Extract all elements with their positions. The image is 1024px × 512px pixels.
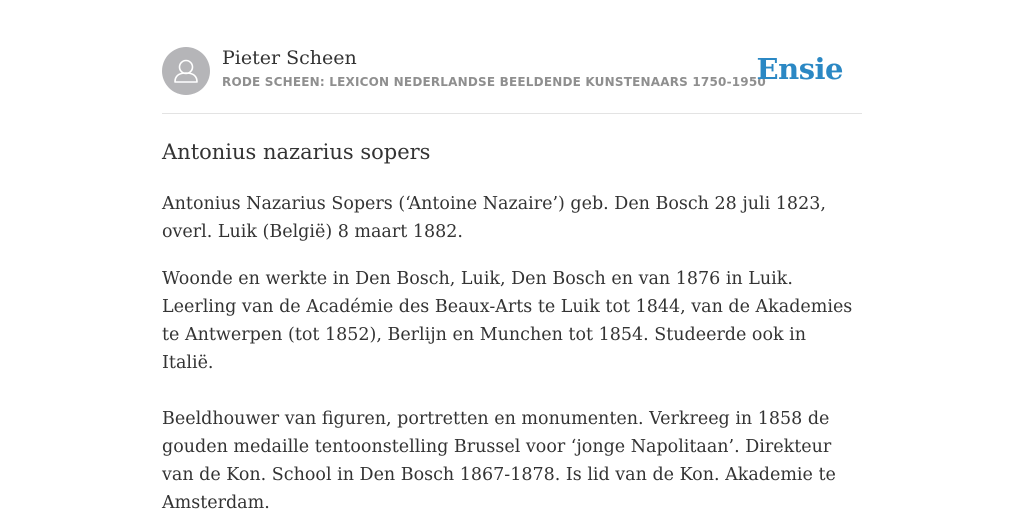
article-paragraph: Beeldhouwer van figuren, portretten en monumenten. Verkreeg in 1858 de gouden medaille tentoonstelling Brussel voor ‘jonge Napolitaan’. Direkteur van de Kon. School in Den Bosch 1867-1878. Is lid van de Kon. Akademie te Amsterdam. — [162, 409, 836, 512]
article-title: Antonius nazarius sopers — [162, 140, 431, 164]
author-name[interactable]: Pieter Scheen — [222, 47, 357, 69]
article-paragraph: Woonde en werkte in Den Bosch, Luik, Den Bosch en van 1876 in Luik. Leerling van de Académie des Beaux-Arts te Luik tot 1844, van de Akademies te Antwerpen (tot 1852), Berlijn en Munchen tot 1854. Studeerde ook in Italië. — [162, 269, 853, 373]
header-divider — [162, 113, 862, 114]
source-title[interactable]: RODE SCHEEN: LEXICON NEDERLANDSE BEELDENDE KUNSTENAARS 1750-1950 — [222, 75, 766, 89]
ensie-logo[interactable]: Ensie — [756, 52, 843, 86]
article-paragraph: Antonius Nazarius Sopers (‘Antoine Nazaire’) geb. Den Bosch 28 juli 1823, overl. Luik (België) 8 maart 1882. — [162, 194, 826, 242]
user-icon — [162, 47, 210, 95]
article-body — [162, 190, 862, 512]
author-avatar[interactable] — [162, 47, 210, 95]
header — [162, 46, 862, 96]
